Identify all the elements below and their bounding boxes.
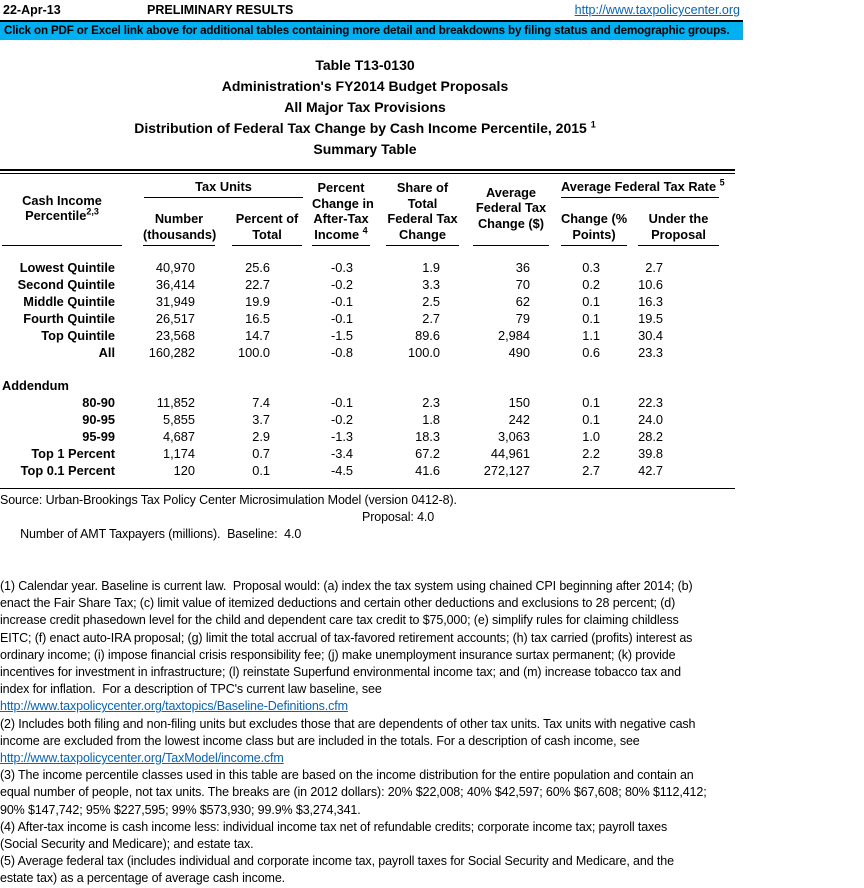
report-date: 22-Apr-13 <box>3 3 61 17</box>
cell-avg-change: 272,127 <box>483 463 530 478</box>
cell-rate-proposal: 42.7 <box>638 463 664 478</box>
cell-avg-change: 44,961 <box>490 446 530 461</box>
cell-pct-change: -0.1 <box>330 294 353 309</box>
cell-pct-change: -0.2 <box>330 412 353 427</box>
cell-number: 36,414 <box>155 277 195 292</box>
cell-avg-change: 2,984 <box>497 328 530 343</box>
table-row <box>0 394 735 411</box>
cell-number: 1,174 <box>162 446 195 461</box>
cell-pct-total: 14.7 <box>245 328 270 343</box>
header-group-average-federal-tax-rate: Average Federal Tax Rate $^5$ <box>558 174 735 198</box>
footnote-ref-1: 1 <box>590 119 596 130</box>
footnotes <box>0 492 864 888</box>
cell-pct-total: 22.7 <box>245 277 270 292</box>
cell-rate-proposal: 2.7 <box>645 260 664 275</box>
cell-pct-total: 16.5 <box>245 311 270 326</box>
title-block <box>0 55 730 160</box>
header-percent-of-total: Percent of Total <box>228 198 312 246</box>
spacer-row <box>0 361 735 377</box>
cell-pct-total: 100.0 <box>237 345 270 360</box>
cell-avg-change: 150 <box>508 395 530 410</box>
cell-rate-proposal: 30.4 <box>638 328 664 343</box>
table-bottom-rule <box>0 488 735 489</box>
cell-avg-change: 62 <box>515 294 530 309</box>
cell-rate-proposal: 24.0 <box>638 412 664 427</box>
cell-pct-total: 25.6 <box>245 260 270 275</box>
cell-rate-proposal: 23.3 <box>638 345 664 360</box>
header-share-total-federal-tax-change: Share of Total Federal Tax Change <box>384 174 468 246</box>
cell-rate-proposal: 39.8 <box>638 446 664 461</box>
table-row <box>0 411 735 428</box>
title-line-3: All Major Tax Provisions <box>284 99 446 115</box>
cell-rate-change: 1.0 <box>582 429 600 444</box>
footnote-ref-5: 5 <box>719 177 725 188</box>
cell-pct-total: 0.7 <box>252 446 270 461</box>
footnote-1-line: (1) Calendar year. Baseline is current law. Proposal would: (a) index the tax system using chained CPI beginning after 2014; (b) <box>0 579 693 594</box>
cell-pct-total: 3.7 <box>252 412 270 427</box>
header-under-the-proposal: Under the Proposal <box>636 198 735 246</box>
footnote-1-line: ordinary income; (i) impose financial crisis responsibility fee; (j) make unemployment insurance surtax permanent; (k) provide <box>0 647 676 662</box>
cell-avg-change: 36 <box>515 260 530 275</box>
cell-rate-change: 0.3 <box>582 260 600 275</box>
info-banner-text: Click on PDF or Excel link above for additional tables containing more detail and breakdowns by filing status and demographic groups. <box>4 24 730 37</box>
table-row <box>0 327 735 344</box>
row-label: All <box>98 345 115 360</box>
cell-avg-change: 3,063 <box>497 429 530 444</box>
cell-number: 40,970 <box>155 260 195 275</box>
row-label: Second Quintile <box>17 277 115 292</box>
cell-rate-proposal: 16.3 <box>638 294 664 309</box>
cell-rate-proposal: 22.3 <box>638 395 664 410</box>
cell-avg-change: 70 <box>515 277 530 292</box>
footnote-5-line: (5) Average federal tax (includes individual and corporate income tax, payroll taxes for Social Security and Medicare, and the <box>0 854 674 869</box>
cell-pct-change: -4.5 <box>330 463 353 478</box>
spacer-row <box>0 246 735 259</box>
cell-pct-total: 19.9 <box>245 294 270 309</box>
cell-number: 160,282 <box>148 345 195 360</box>
row-label: Top Quintile <box>41 328 115 343</box>
cell-share: 1.8 <box>422 412 440 427</box>
cell-share: 89.6 <box>415 328 440 343</box>
footnote-1-line: increase credit phasedown level for the child and dependent care tax credit to $75,000; (e) simplify rules for claiming childless <box>0 613 679 628</box>
cell-rate-change: 1.1 <box>582 328 600 343</box>
cell-pct-change: -0.1 <box>330 311 353 326</box>
table-row <box>0 259 735 276</box>
footnote-2-line: (2) Includes both filing and non-filing units but excludes those that are dependents of other tax units. Tax units with negative cash <box>0 716 696 731</box>
cell-rate-change: 0.1 <box>582 412 600 427</box>
cell-rate-change: 2.2 <box>582 446 600 461</box>
cell-pct-change: -1.3 <box>330 429 353 444</box>
cell-pct-total: 7.4 <box>252 395 270 410</box>
table-row <box>0 462 735 479</box>
footnote-4-line: (4) After-tax income is cash income less: individual income tax net of refundable credits; corporate income tax; payroll taxes <box>0 819 668 834</box>
footnote-1-line: enact the Fair Share Tax; (c) limit value of itemized deductions and certain other deductions and exclusions to 28 percent; (d) <box>0 596 676 611</box>
cell-rate-change: 0.1 <box>582 294 600 309</box>
footnote-3-line: (3) The income percentile classes used in this table are based on the income distribution for the entire population and contain an <box>0 768 694 783</box>
cell-share: 67.2 <box>415 446 440 461</box>
cell-pct-change: -1.5 <box>330 328 353 343</box>
addendum-header-row <box>0 377 735 394</box>
taxpolicycenter-link[interactable]: http://www.taxpolicycenter.org <box>574 3 740 17</box>
source-note: Source: Urban-Brookings Tax Policy Center Microsimulation Model (version 0412-8). <box>0 493 457 507</box>
footnote-1-line: EITC; (f) enact auto-IRA proposal; (g) limit the total accrual of tax-favored retirement accounts; (h) tax carried (profits) interest as <box>0 630 693 645</box>
row-label: Top 1 Percent <box>31 446 115 461</box>
title-line-4: Distribution of Federal Tax Change by Cash Income Percentile, 2015 $^1$ <box>134 119 596 136</box>
header-pct-change-after-tax-income: Percent Change in After-Tax Income $^4$ <box>312 174 384 246</box>
footnote-1-line: incentives for investment in infrastructure; (l) reinstate Superfund environmental income tax; and (m) increase tobacco tax and <box>0 665 681 680</box>
header-number-thousands: Number (thousands) <box>132 198 228 246</box>
title-line-2: Administration's FY2014 Budget Proposals <box>221 78 509 94</box>
row-label: 80-90 <box>82 395 115 410</box>
info-banner <box>0 20 743 40</box>
cell-rate-change: 0.1 <box>582 311 600 326</box>
cell-share: 100.0 <box>407 345 440 360</box>
row-label: Fourth Quintile <box>23 311 115 326</box>
cell-share: 18.3 <box>415 429 440 444</box>
title-line-5: Summary Table <box>313 141 417 157</box>
amt-proposal-value: Proposal: 4.0 <box>362 510 435 525</box>
cell-rate-proposal: 19.5 <box>638 311 664 326</box>
footnote-ref-4: 4 <box>362 225 368 236</box>
cell-number: 4,687 <box>162 429 195 444</box>
cell-pct-total: 0.1 <box>252 463 270 478</box>
table-row <box>0 276 735 293</box>
table-row <box>0 310 735 327</box>
cell-number: 11,852 <box>156 395 195 410</box>
cell-rate-proposal: 10.6 <box>638 277 664 292</box>
table-row <box>0 445 735 462</box>
header-cash-income-percentile: Cash Income Percentile$^{2,3}$ <box>0 174 132 246</box>
table-id-title: Table T13-0130 <box>315 57 415 73</box>
footnote-1-line: index for inflation. For a description of TPC's current law baseline, see <box>0 682 382 697</box>
addendum-label: Addendum <box>2 378 69 393</box>
cell-pct-change: -0.1 <box>330 395 353 410</box>
cell-share: 2.7 <box>422 311 440 326</box>
cell-pct-change: -0.2 <box>330 277 353 292</box>
cell-share: 2.3 <box>422 395 440 410</box>
table-row <box>0 293 735 310</box>
footnote-ref-2-3: 2,3 <box>86 206 99 217</box>
cell-avg-change: 79 <box>515 311 530 326</box>
row-label: Lowest Quintile <box>19 260 115 275</box>
footnote-3-line: 90% $147,742; 95% $227,595; 99% $573,930; 99.9% $3,274,341. <box>0 802 361 817</box>
distribution-table <box>0 174 735 479</box>
top-header <box>0 0 864 20</box>
cell-pct-change: -0.8 <box>330 345 353 360</box>
table-row-all <box>0 344 735 361</box>
cell-pct-change: -3.4 <box>330 446 353 461</box>
table-row <box>0 428 735 445</box>
row-label: 90-95 <box>82 412 115 427</box>
header-group-tax-units: Tax Units <box>132 174 312 198</box>
cell-avg-change: 242 <box>508 412 530 427</box>
header-average-federal-tax-change: Average Federal Tax Change ($) <box>468 174 558 246</box>
cell-share: 1.9 <box>422 260 440 275</box>
cell-pct-total: 2.9 <box>252 429 270 444</box>
cash-income-link[interactable]: http://www.taxpolicycenter.org/TaxModel/income.cfm <box>0 751 284 766</box>
row-label: Middle Quintile <box>23 294 115 309</box>
cell-number: 120 <box>173 463 195 478</box>
cell-avg-change: 490 <box>508 345 530 360</box>
footnote-3-line: equal number of people, not tax units. The breaks are (in 2012 dollars): 20% $22,008; 40% $42,597; 60% $67,608; 80% $112,412; <box>0 785 707 800</box>
cell-share: 3.3 <box>422 277 440 292</box>
baseline-definitions-link[interactable]: http://www.taxpolicycenter.org/taxtopics/Baseline-Definitions.cfm <box>0 699 348 714</box>
cell-rate-change: 0.2 <box>582 277 600 292</box>
cell-rate-change: 0.1 <box>582 395 600 410</box>
cell-rate-proposal: 28.2 <box>638 429 664 444</box>
cell-pct-change: -0.3 <box>330 260 353 275</box>
cell-number: 5,855 <box>162 412 195 427</box>
cell-rate-change: 2.7 <box>582 463 600 478</box>
cell-number: 26,517 <box>155 311 195 326</box>
cell-share: 2.5 <box>422 294 440 309</box>
cell-share: 41.6 <box>415 463 440 478</box>
table-header <box>0 174 735 246</box>
preliminary-results-label: PRELIMINARY RESULTS <box>147 3 294 17</box>
cell-rate-change: 0.6 <box>582 345 600 360</box>
row-label: 95-99 <box>82 429 115 444</box>
header-rate-change-points: Change (% Points) <box>558 198 636 246</box>
row-label: Top 0.1 Percent <box>20 463 115 478</box>
amt-taxpayers-note: Number of AMT Taxpayers (millions). Baseline: 4.0 Proposal: 4.0 <box>20 510 435 542</box>
footnote-2-line: income are excluded from the lowest income class but are included in the totals. For a description of cash income, see <box>0 733 640 748</box>
cell-number: 23,568 <box>155 328 195 343</box>
footnote-5-line: estate tax) as a percentage of average cash income. <box>0 871 286 886</box>
cell-number: 31,949 <box>155 294 195 309</box>
footnote-4-line: (Social Security and Medicare); and estate tax. <box>0 837 254 852</box>
